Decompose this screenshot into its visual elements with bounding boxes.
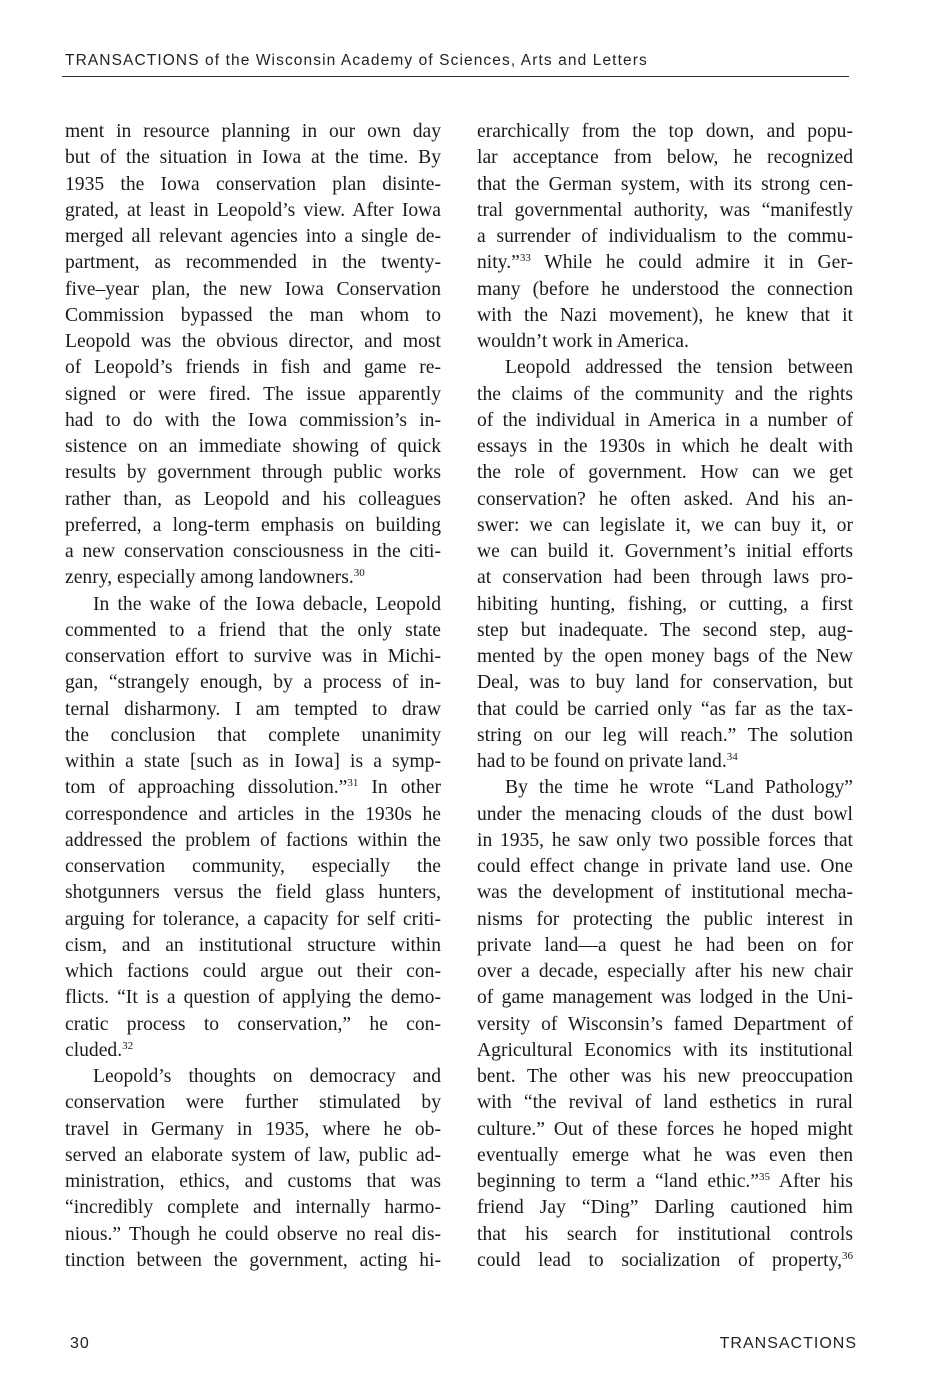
text-line (65, 487, 441, 513)
text-line (477, 224, 853, 250)
text-segment: of game management was lodged in the Uni- (477, 987, 853, 1009)
footnote-reference: 34 (726, 751, 738, 763)
text-segment: eventually emerge what he was even then (477, 1144, 853, 1166)
text-segment: within a state [such as in Iowa] is a symp- (65, 751, 441, 772)
text-line (65, 329, 441, 355)
text-line (477, 697, 853, 723)
text-segment: While he could admire it in Ger- (530, 252, 853, 274)
text-line (477, 460, 853, 486)
text-line (65, 1248, 441, 1274)
text-line (477, 277, 853, 303)
text-line (477, 802, 853, 828)
text-line (477, 592, 853, 618)
text-segment: was the development of institutional mecha- (477, 882, 853, 904)
left-column (65, 119, 441, 1274)
text-line (65, 880, 441, 906)
text-segment: swer: we can legislate it, we can buy it, or (477, 514, 853, 536)
text-line (477, 644, 853, 670)
text-line (65, 145, 441, 171)
text-segment: with the Nazi movement), he knew that it (477, 304, 853, 326)
text-segment: nity.” (477, 252, 520, 274)
text-line (477, 1222, 853, 1248)
text-segment: the conclusion that complete unanimity (65, 724, 441, 746)
footnote-reference: 36 (842, 1249, 853, 1262)
text-line (477, 1012, 853, 1038)
text-segment: cluded. (65, 1039, 123, 1061)
text-line (65, 670, 441, 696)
text-segment: with “the revival of land esthetics in rural (477, 1092, 853, 1114)
text-segment: results by government through public works (65, 462, 441, 484)
text-line (477, 382, 853, 408)
text-segment: gan, “strangely enough, by a process of in- (65, 672, 441, 694)
text-line (65, 460, 441, 486)
text-line (65, 408, 441, 434)
text-line (477, 749, 853, 775)
text-line (477, 355, 853, 381)
text-line (477, 959, 853, 985)
text-segment: Leopold was the obvious director, and most (65, 331, 441, 352)
text-segment: merged all relevant agencies into a single de- (65, 226, 441, 247)
text-segment: arguing for tolerance, a capacity for self criti- (65, 908, 441, 930)
text-line (65, 1195, 441, 1221)
text-segment: “incredibly complete and internally harmo- (65, 1197, 441, 1219)
text-segment: ment in resource planning in our own day (65, 121, 441, 142)
text-segment: beginning to term a “land ethic.” (477, 1171, 759, 1192)
text-segment: mented by the open money bags of the New (477, 646, 853, 667)
text-line (477, 907, 853, 933)
text-line (65, 224, 441, 250)
text-line (477, 513, 853, 539)
text-line (477, 670, 853, 696)
text-line (65, 539, 441, 565)
paragraph (477, 775, 853, 1274)
text-segment: the role of government. How can we get (477, 462, 853, 484)
text-line (65, 1012, 441, 1038)
text-segment: had to be found on private land. (477, 751, 727, 772)
text-line (65, 198, 441, 224)
text-line (65, 618, 441, 644)
text-segment: that his search for institutional controls (477, 1223, 853, 1245)
text-line (65, 434, 441, 460)
text-line (477, 1195, 853, 1221)
text-line (65, 985, 441, 1011)
text-segment: under the menacing clouds of the dust bowl (477, 803, 853, 825)
text-segment: flicts. “It is a question of applying the demo- (65, 987, 441, 1009)
text-line (65, 959, 441, 985)
text-segment: wouldn’t work in America. (477, 331, 689, 352)
text-segment: Leopold’s thoughts on democracy and (93, 1066, 441, 1087)
footnote-reference: 31 (347, 777, 359, 790)
text-line (65, 828, 441, 854)
text-segment: could effect change in private land use. One (477, 856, 853, 877)
text-line (477, 985, 853, 1011)
text-segment: conservation effort to survive was in Michi- (65, 646, 441, 667)
text-line (65, 277, 441, 303)
text-line (65, 1090, 441, 1116)
running-footer: TRANSACTIONS (719, 1335, 857, 1352)
text-segment: bent. The other was his new preoccupation (477, 1066, 853, 1087)
paragraph (477, 355, 853, 775)
text-line (477, 487, 853, 513)
text-line (65, 172, 441, 198)
text-line (477, 828, 853, 854)
text-line (477, 933, 853, 959)
text-segment: rather than, as Leopold and his colleagues (65, 488, 441, 510)
text-segment: Deal, was to buy land for conservation, but (477, 672, 853, 694)
paragraph (65, 119, 441, 592)
text-segment: culture.” Out of these forces he hoped might (477, 1118, 853, 1140)
text-segment: at conservation had been through laws pro- (477, 567, 853, 589)
text-segment: In other (358, 777, 441, 799)
text-line (477, 1090, 853, 1116)
text-segment: cratic process to conservation,” he con- (65, 1013, 441, 1035)
text-segment: conservation? he often asked. And his an- (477, 488, 853, 510)
text-segment: that could be carried only “as far as the tax- (477, 698, 853, 720)
text-segment: conservation community, especially the (65, 856, 441, 877)
text-segment: addressed the problem of factions within the (65, 829, 441, 851)
text-line (477, 1038, 853, 1064)
text-line (65, 1169, 441, 1195)
paragraph (477, 119, 853, 355)
text-segment: travel in Germany in 1935, where he ob- (65, 1118, 441, 1140)
text-segment: nious.” Though he could observe no real dis- (65, 1223, 441, 1245)
text-segment: partment, as recommended in the twenty- (65, 252, 441, 274)
text-line (65, 854, 441, 880)
text-segment: had to do with the Iowa commission’s in- (65, 409, 441, 431)
text-segment: we can build it. Government’s initial efforts (477, 541, 853, 562)
text-segment: sistence on an immediate showing of quick (65, 436, 441, 457)
text-line (65, 119, 441, 145)
text-segment: ministration, ethics, and customs that was (65, 1171, 441, 1192)
text-line (65, 775, 441, 801)
paragraph (65, 592, 441, 1065)
text-line (477, 723, 853, 749)
text-line (65, 749, 441, 775)
text-segment: in 1935, he saw only two possible forces that (477, 829, 853, 851)
text-line (477, 303, 853, 329)
text-line (65, 907, 441, 933)
text-line (65, 565, 441, 591)
footnote-reference: 35 (759, 1171, 770, 1183)
paragraph (65, 1064, 441, 1274)
text-line (65, 355, 441, 381)
text-segment: versity of Wisconsin’s famed Department of (477, 1013, 853, 1035)
text-segment: many (before he understood the connection (477, 278, 853, 300)
text-line (477, 854, 853, 880)
text-segment: of Leopold’s friends in fish and game re- (65, 357, 441, 379)
text-line (65, 303, 441, 329)
text-line (65, 644, 441, 670)
text-line (65, 1117, 441, 1143)
text-line (65, 513, 441, 539)
text-segment: over a decade, especially after his new chair (477, 961, 853, 982)
text-segment: the claims of the community and the rights (477, 383, 853, 405)
text-segment: essays in the 1930s in which he dealt with (477, 436, 853, 457)
text-segment: In the wake of the Iowa debacle, Leopold (93, 593, 441, 615)
text-segment: five–year plan, the new Iowa Conservation (65, 278, 441, 300)
text-line (477, 539, 853, 565)
text-line (477, 172, 853, 198)
text-segment: a new conservation consciousness in the citi- (65, 541, 441, 562)
text-line (477, 145, 853, 171)
text-segment: grated, at least in Leopold’s view. After Iowa (65, 199, 441, 221)
text-line (477, 880, 853, 906)
text-segment: nisms for protecting the public interest in (477, 908, 853, 930)
footnote-reference: 30 (353, 567, 365, 580)
text-segment: shotgunners versus the field glass hunters, (65, 882, 441, 904)
text-segment: string on our leg will reach.” The solution (477, 724, 853, 746)
text-segment: ternal disharmony. I am tempted to draw (65, 698, 441, 720)
text-line (65, 382, 441, 408)
text-line (65, 723, 441, 749)
text-segment: lar acceptance from below, he recognized (477, 147, 853, 169)
text-segment: served an elaborate system of law, public ad- (65, 1144, 441, 1166)
running-header: TRANSACTIONS of the Wisconsin Academy of Sciences, Arts and Letters (65, 52, 648, 69)
footnote-reference: 32 (122, 1039, 134, 1052)
text-line (477, 1064, 853, 1090)
text-segment: Leopold addressed the tension between (505, 357, 853, 379)
text-line (477, 250, 853, 276)
text-line (65, 592, 441, 618)
text-line (65, 933, 441, 959)
footnote-reference: 33 (519, 252, 531, 265)
text-segment: commented to a friend that the only state (65, 619, 441, 641)
text-line (477, 775, 853, 801)
text-segment: 1935 the Iowa conservation plan disinte- (65, 173, 441, 195)
text-segment: but of the situation in Iowa at the time. By (65, 147, 441, 169)
text-segment: erarchically from the top down, and popu- (477, 121, 853, 142)
text-line (65, 697, 441, 723)
page-number: 30 (70, 1335, 90, 1352)
text-line (477, 119, 853, 145)
text-segment: hibiting hunting, fishing, or cutting, a first (477, 593, 853, 615)
text-line (477, 1169, 853, 1195)
right-column (477, 119, 853, 1274)
text-segment: cism, and an institutional structure within (65, 934, 441, 956)
text-line (477, 565, 853, 591)
text-line (65, 250, 441, 276)
text-line (65, 1038, 441, 1064)
text-segment: could lead to socialization of property, (477, 1249, 842, 1271)
text-segment: After his (770, 1171, 853, 1192)
text-segment: correspondence and articles in the 1930s he (65, 803, 441, 825)
text-line (477, 434, 853, 460)
text-segment: preferred, a long-term emphasis on building (65, 514, 441, 536)
text-segment: step but inadequate. The second step, aug- (477, 619, 853, 641)
text-line (65, 1064, 441, 1090)
text-segment: conservation were further stimulated by (65, 1092, 441, 1114)
text-segment: that the German system, with its strong cen- (477, 173, 853, 195)
text-line (477, 198, 853, 224)
text-line (65, 802, 441, 828)
text-segment: which factions could argue out their con- (65, 961, 441, 982)
text-segment: Agricultural Economics with its institutional (477, 1039, 853, 1061)
text-line (477, 329, 853, 355)
text-line (477, 1117, 853, 1143)
text-segment: signed or were fired. The issue apparently (65, 383, 441, 405)
text-segment: friend Jay “Ding” Darling cautioned him (477, 1197, 853, 1219)
text-segment: zenry, especially among landowners. (65, 567, 354, 589)
header-rule (62, 76, 849, 77)
text-line (477, 1143, 853, 1169)
text-segment: tinction between the government, acting hi- (65, 1249, 441, 1271)
text-line (65, 1222, 441, 1248)
text-line (65, 1143, 441, 1169)
text-segment: Commission bypassed the man whom to (65, 304, 441, 326)
text-segment: a surrender of individualism to the commu- (477, 226, 853, 247)
text-segment: By the time he wrote “Land Pathology” (505, 777, 853, 799)
text-line (477, 1248, 853, 1274)
text-segment: tral governmental authority, was “manifestly (477, 199, 853, 221)
text-segment: tom of approaching dissolution.” (65, 777, 348, 799)
text-line (477, 408, 853, 434)
text-segment: private land—a quest he had been on for (477, 934, 853, 956)
text-segment: of the individual in America in a number of (477, 409, 853, 431)
text-line (477, 618, 853, 644)
